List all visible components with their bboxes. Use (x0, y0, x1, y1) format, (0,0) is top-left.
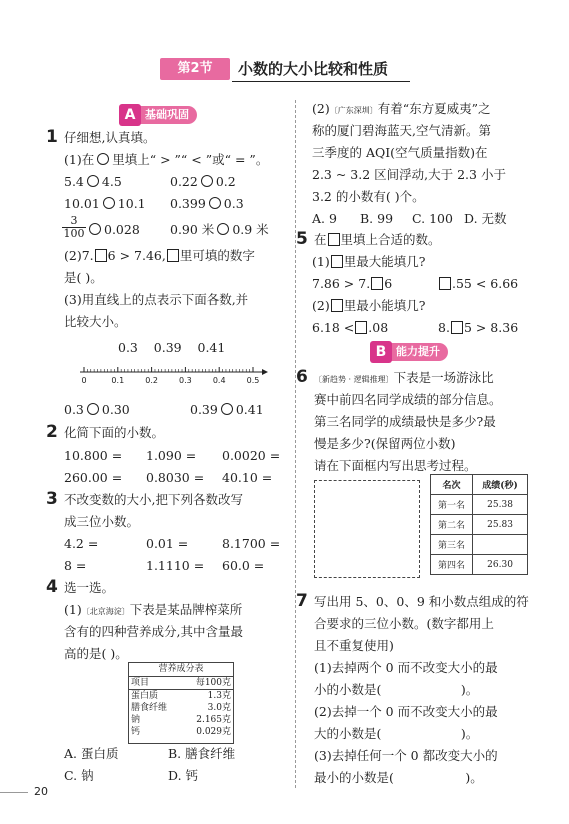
q7-line2: 合要求的三位小数。(数字都用上 (314, 616, 494, 631)
nutrition-cell: 蛋白质 (131, 691, 159, 701)
question-4-number: 4 (46, 577, 58, 597)
q5-row2b: 8. 5 > 8.36 (438, 320, 519, 335)
badge-b-label: 能力提升 (396, 345, 440, 358)
q3-item: 8.1700 = (222, 536, 281, 551)
q7-line6: (2)去掉一个 0 而不改变大小的最 (314, 704, 498, 719)
q4-part2-line5[interactable]: 3.2 的小数有( )个。 (312, 189, 425, 204)
header-underline (232, 81, 410, 82)
region-tag: 〔广东深圳〕 (329, 106, 378, 115)
letter-a: A (119, 104, 141, 126)
q2-item: 0.8030 = (146, 470, 205, 485)
question-4-text: 选一选。 (64, 580, 115, 595)
page-number: 20 (34, 785, 48, 798)
nutrition-cell: 项目 (129, 677, 182, 690)
q4-part1-line1: (1)〔北京海淀〕下表是某品牌榨菜所 (64, 602, 243, 617)
section-header (160, 58, 410, 82)
tick-label: 0.2 (145, 376, 158, 385)
blank-box[interactable] (95, 249, 107, 262)
nutrition-row (129, 690, 233, 703)
q1-compare-2: 0.39 0.41 (190, 402, 264, 417)
nutrition-cell: 钠 (131, 715, 141, 725)
q5-part1: (1) 里最大能填几? (312, 254, 426, 269)
nutrition-row (129, 714, 233, 726)
score-cell: 名次 (431, 475, 473, 495)
score-cell: 第四名 (431, 555, 473, 575)
nutrition-table-body (129, 677, 233, 738)
nutrition-cell: 1.3克 (207, 691, 231, 701)
q1-part2-answer[interactable]: 是( )。 (64, 270, 103, 285)
blank-box[interactable] (328, 233, 340, 246)
question-3-text: 不改变数的大小,把下列各数改写 (64, 492, 243, 507)
option-b[interactable]: B. 膳食纤维 (168, 746, 236, 761)
nutrition-cell: 膳食纤维 (131, 703, 168, 713)
section-b-badge (370, 343, 448, 361)
option-a[interactable]: A. 9 (312, 211, 337, 226)
q5-row1b: .55 < 6.66 (438, 276, 518, 292)
tick-label: 0.3 (179, 376, 192, 385)
number-line-ticks (84, 367, 253, 372)
question-1-text: 仔细想,认真填。 (64, 130, 156, 145)
question-2-text: 化简下面的小数。 (64, 425, 165, 440)
q1-compare-1: 0.3 0.30 (64, 402, 130, 417)
blank-circle[interactable] (97, 153, 109, 165)
option-d[interactable]: D. 钙 (168, 768, 199, 783)
q7-line5[interactable]: 小的小数是( )。 (314, 682, 479, 697)
answer-box[interactable] (314, 480, 420, 578)
q2-item: 40.10 = (222, 470, 273, 485)
q6-line3: 第三名同学的成绩最快是多少?最 (314, 414, 496, 429)
score-cell: 第三名 (431, 535, 473, 555)
fraction-denominator: 100 (63, 227, 85, 240)
tick-label: 0 (81, 376, 87, 385)
question-5-text: 在 里填上合适的数。 (314, 232, 441, 247)
q1-row3: 0.028 (86, 222, 140, 238)
blank-circle[interactable] (103, 197, 115, 209)
score-row (431, 515, 528, 535)
q3-item: 0.01 = (146, 536, 189, 551)
footer-rule (0, 792, 28, 793)
question-5-number: 5 (296, 229, 308, 249)
score-row (431, 475, 528, 495)
page-title: 小数的大小比较和性质 (238, 60, 389, 78)
question-6-number: 6 (296, 367, 308, 387)
tick-label: 0.5 (246, 376, 260, 385)
blank-circle[interactable] (87, 403, 99, 415)
blank-circle[interactable] (201, 175, 213, 187)
q1-number-list: 0.3 0.39 0.41 (118, 340, 226, 355)
q4-part2-line2: 称的厦门碧海蓝天,空气清新。第 (312, 123, 491, 138)
trend-tag: 〔新趋势 · 逻辑推理〕 (314, 375, 394, 384)
fraction-numerator: 3 (70, 214, 78, 227)
blank-circle[interactable] (89, 223, 101, 235)
q1-row2: 10.01 10.1 (64, 196, 146, 211)
blank-box[interactable] (355, 321, 367, 334)
q4-part1-line2: 含有的四种营养成分,其中含量最 (64, 624, 243, 639)
blank-box[interactable] (451, 321, 463, 334)
score-cell: 第一名 (431, 495, 473, 515)
letter-b: B (370, 341, 392, 363)
q3-item: 60.0 = (222, 558, 265, 573)
nutrition-table-title: 营养成分表 (129, 663, 233, 677)
q4-part2-line4: 2.3 ~ 3.2 区间浮动,大于 2.3 小于 (312, 167, 506, 182)
q4-part1-line3[interactable]: 高的是( )。 (64, 646, 128, 661)
score-row (431, 555, 528, 575)
number-line-labels (78, 376, 268, 388)
q7-line1: 写出用 5、0、0、9 和小数点组成的符 (314, 594, 529, 609)
nutrition-table (128, 662, 234, 744)
q1-row1: 5.4 4.5 (64, 174, 122, 189)
blank-box[interactable] (371, 277, 383, 290)
q6-line5: 请在下面框内写出思考过程。 (314, 458, 477, 473)
blank-box[interactable] (167, 249, 179, 262)
number-line-axis (80, 369, 268, 375)
nutrition-cell: 3.0克 (207, 703, 231, 713)
q2-item: 0.0020 = (222, 448, 281, 463)
q2-item: 260.00 = (64, 470, 123, 485)
option-c[interactable]: C. 钠 (64, 768, 94, 783)
blank-circle[interactable] (217, 223, 229, 235)
score-cell[interactable] (473, 535, 528, 555)
nutrition-row (129, 702, 233, 714)
blank-circle[interactable] (221, 403, 233, 415)
q1-row1b: 0.22 0.2 (170, 174, 236, 189)
region-tag: 〔北京海淀〕 (81, 607, 130, 616)
q3-item: 8 = (64, 558, 87, 573)
q7-line7[interactable]: 大的小数是( )。 (314, 726, 479, 741)
q5-row2a: 6.18 < .08 (312, 320, 389, 335)
q1-part2: (2)7. 6 > 7.46, 里可填的数字 (64, 248, 255, 263)
question-2-number: 2 (46, 422, 58, 442)
column-divider (295, 100, 296, 788)
blank-circle[interactable] (87, 175, 99, 187)
score-cell: 成绩(秒) (473, 475, 528, 495)
nutrition-cell: 2.165克 (196, 715, 231, 725)
q6-line2: 赛中前四名同学成绩的部分信息。 (314, 392, 502, 407)
option-a[interactable]: A. 蛋白质 (64, 746, 119, 761)
option-c[interactable]: C. 100 (412, 211, 453, 226)
score-row (431, 535, 528, 555)
question-7-number: 7 (296, 591, 308, 611)
nutrition-cell: 钙 (131, 727, 141, 737)
section-label: 第2节 (160, 58, 230, 80)
q7-line9[interactable]: 最小的小数是( )。 (314, 770, 483, 785)
q4-part2-line1: (2)〔广东深圳〕有着“东方夏威夷”之 (312, 101, 491, 116)
blank-box[interactable] (331, 255, 343, 268)
q3-item: 1.1110 = (146, 558, 205, 573)
option-b[interactable]: B. 99 (360, 211, 394, 226)
q7-line3: 且不重复使用) (314, 638, 394, 653)
q4-part2-line3: 三季度的 AQI(空气质量指数)在 (312, 145, 488, 160)
q1-part3-line2: 比较大小。 (64, 314, 127, 329)
score-table (430, 474, 528, 575)
question-3-number: 3 (46, 489, 58, 509)
question-1-number: 1 (46, 127, 58, 147)
score-cell: 26.30 (473, 555, 528, 575)
q6-line1: 〔新趋势 · 逻辑推理〕下表是一场游泳比 (314, 370, 494, 385)
q6-line4: 慢是多少?(保留两位小数) (314, 436, 456, 451)
score-cell: 25.83 (473, 515, 528, 535)
score-cell: 25.38 (473, 495, 528, 515)
fraction (62, 215, 86, 240)
blank-circle[interactable] (209, 197, 221, 209)
blank-box[interactable] (439, 277, 451, 290)
q7-line8: (3)去掉任何一个 0 都改变大小的 (314, 748, 498, 763)
nutrition-cell: 0.029克 (196, 727, 231, 737)
q1-row2b: 0.399 0.3 (170, 196, 244, 211)
section-a-badge (119, 106, 197, 124)
q1-part3-line1: (3)用直线上的点表示下面各数,并 (64, 292, 249, 307)
q2-item: 10.800 = (64, 448, 123, 463)
q7-line4: (1)去掉两个 0 而不改变大小的最 (314, 660, 498, 675)
nutrition-cell: 每100克 (182, 677, 233, 690)
score-row (431, 495, 528, 515)
blank-box[interactable] (331, 299, 343, 312)
q3-item: 4.2 = (64, 536, 99, 551)
option-d[interactable]: D. 无数 (464, 211, 507, 226)
score-cell: 第二名 (431, 515, 473, 535)
q1-row3b: 0.90 米 0.9 米 (170, 222, 269, 237)
badge-a-label: 基础巩固 (145, 108, 189, 121)
nutrition-row (129, 726, 233, 738)
q2-item: 1.090 = (146, 448, 197, 463)
nutrition-row (129, 677, 233, 690)
q5-part2: (2) 里最小能填几? (312, 298, 426, 313)
tick-label: 0.1 (111, 376, 125, 385)
q1-part1: (1)在 里填上“ > ”“ < ”或“ = ”。 (64, 152, 269, 167)
question-3-text2: 成三位小数。 (64, 514, 140, 529)
tick-label: 0.4 (212, 376, 226, 385)
q5-row1a: 7.86 > 7. 6 (312, 276, 393, 291)
